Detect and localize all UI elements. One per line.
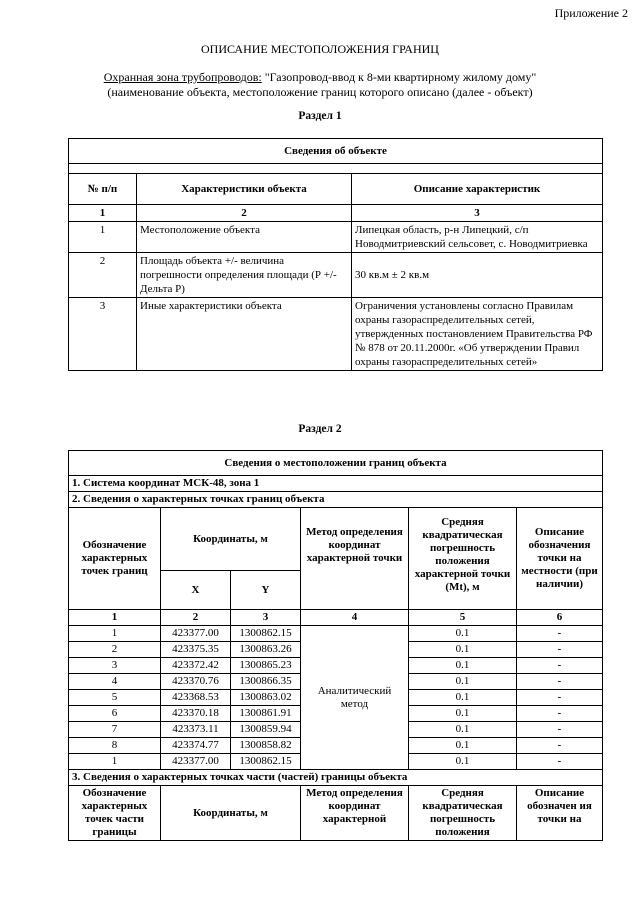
point-mt: 0.1	[409, 658, 517, 674]
point-y: 1300865.23	[231, 658, 301, 674]
point-y: 1300859.94	[231, 722, 301, 738]
colnum: 6	[517, 610, 603, 626]
point-desc: -	[517, 722, 603, 738]
point-y: 1300862.15	[231, 626, 301, 642]
point-desc: -	[517, 706, 603, 722]
column-number-row	[69, 205, 603, 222]
point-number: 5	[69, 690, 161, 706]
point-desc: -	[517, 738, 603, 754]
point-mt: 0.1	[409, 754, 517, 770]
colnum: 5	[409, 610, 517, 626]
point-mt: 0.1	[409, 738, 517, 754]
row-desc: Ограничения установлены согласно Правилам охраны газораспределительных сетей, утвержденных постановлением Правительства РФ № 878 от 20.11.2000г. «Об утверждении Правил охраны газораспределительных сетей»	[352, 298, 603, 371]
point-desc: -	[517, 626, 603, 642]
point-x: 423375.35	[161, 642, 231, 658]
table-title: Сведения о местоположении границ объекта	[69, 451, 603, 476]
point-number: 4	[69, 674, 161, 690]
row-number: 3	[69, 298, 137, 371]
section-1-title: Раздел 1	[298, 110, 342, 122]
header-y: Y	[231, 571, 301, 610]
point-x: 423377.00	[161, 754, 231, 770]
point-mt: 0.1	[409, 722, 517, 738]
part-header-accuracy: Средняя квадратическая погрешность положения	[409, 786, 517, 841]
method-value: Аналитический метод	[301, 626, 409, 770]
row-desc: 30 кв.м ± 2 кв.м	[352, 253, 603, 298]
colnum: 4	[301, 610, 409, 626]
part-header-coords: Координаты, м	[161, 786, 301, 841]
point-y: 1300862.15	[231, 754, 301, 770]
table-row	[69, 298, 603, 371]
header-row	[69, 508, 603, 571]
colnum: 3	[231, 610, 301, 626]
table-row	[69, 253, 603, 298]
colnum: 2	[137, 205, 352, 222]
part-header-row	[69, 786, 603, 841]
colnum: 3	[352, 205, 603, 222]
table-title-row	[69, 139, 603, 164]
object-info-table	[68, 138, 603, 371]
point-x: 423370.18	[161, 706, 231, 722]
coord-system: 1. Система координат МСК-48, зона 1	[69, 476, 603, 492]
part-header-designation: Обозначение характерных точек части границы	[69, 786, 161, 841]
object-note: (наименование объекта, местоположение границ которого описано (далее - объект)	[107, 85, 533, 99]
point-mt: 0.1	[409, 626, 517, 642]
page-title: ОПИСАНИЕ МЕСТОПОЛОЖЕНИЯ ГРАНИЦ	[201, 42, 439, 56]
point-number: 6	[69, 706, 161, 722]
point-desc: -	[517, 690, 603, 706]
object-label: Охранная зона трубопроводов:	[103, 70, 262, 84]
colnum: 1	[69, 610, 161, 626]
row-number: 1	[69, 222, 137, 253]
point-number: 3	[69, 658, 161, 674]
colnum: 1	[69, 205, 137, 222]
point-x: 423377.00	[161, 626, 231, 642]
point-mt: 0.1	[409, 690, 517, 706]
point-x: 423368.53	[161, 690, 231, 706]
point-mt: 0.1	[409, 642, 517, 658]
point-y: 1300863.26	[231, 642, 301, 658]
point-desc: -	[517, 658, 603, 674]
header-row	[69, 174, 603, 205]
point-mt: 0.1	[409, 674, 517, 690]
row-name: Местоположение объекта	[137, 222, 352, 253]
point-number: 7	[69, 722, 161, 738]
point-x: 423373.11	[161, 722, 231, 738]
point-x: 423374.77	[161, 738, 231, 754]
section-2-title: Раздел 2	[298, 423, 342, 435]
table-row	[69, 626, 603, 642]
points-title: 2. Сведения о характерных точках границ объекта	[69, 492, 603, 508]
point-y: 1300858.82	[231, 738, 301, 754]
point-number: 8	[69, 738, 161, 754]
part-title: 3. Сведения о характерных точках части (частей) границы объекта	[69, 770, 603, 786]
part-header-method: Метод определения координат характерной	[301, 786, 409, 841]
point-x: 423370.76	[161, 674, 231, 690]
spacer-row	[69, 164, 603, 174]
point-y: 1300863.02	[231, 690, 301, 706]
point-number: 2	[69, 642, 161, 658]
object-description	[0, 70, 640, 100]
header-accuracy: Средняя квадратическая погрешность положения характерной точки (Mt), м	[409, 508, 517, 610]
point-desc: -	[517, 674, 603, 690]
point-y: 1300861.91	[231, 706, 301, 722]
table-title-row	[69, 451, 603, 476]
point-desc: -	[517, 642, 603, 658]
point-number: 1	[69, 754, 161, 770]
point-mt: 0.1	[409, 706, 517, 722]
header-method: Метод определения координат характерной точки	[301, 508, 409, 610]
annex-label: Приложение 2	[554, 6, 628, 20]
row-name: Иные характеристики объекта	[137, 298, 352, 371]
row-number: 2	[69, 253, 137, 298]
point-x: 423372.42	[161, 658, 231, 674]
row-name: Площадь объекта +/- величина погрешности определения площади (Р +/- Дельта Р)	[137, 253, 352, 298]
row-desc: Липецкая область, р-н Липецкий, с/п Новодмитриевский сельсовет, с. Новодмитриевка	[352, 222, 603, 253]
colnum: 2	[161, 610, 231, 626]
object-name: "Газопровод-ввод к 8-ми квартирному жилому дому"	[264, 70, 537, 84]
header-point-description: Описание обозначения точки на местности (при наличии)	[517, 508, 603, 610]
boundary-table	[68, 450, 603, 841]
point-desc: -	[517, 754, 603, 770]
header-description: Описание характеристик	[352, 174, 603, 205]
header-number: № п/п	[69, 174, 137, 205]
header-characteristic: Характеристики объекта	[137, 174, 352, 205]
column-number-row	[69, 610, 603, 626]
header-x: X	[161, 571, 231, 610]
header-designation: Обозначение характерных точек границ	[69, 508, 161, 610]
table-title: Сведения об объекте	[69, 139, 603, 164]
point-y: 1300866.35	[231, 674, 301, 690]
header-coords: Координаты, м	[161, 508, 301, 571]
part-header-description: Описание обозначен ия точки на	[517, 786, 603, 841]
point-number: 1	[69, 626, 161, 642]
table-row	[69, 222, 603, 253]
